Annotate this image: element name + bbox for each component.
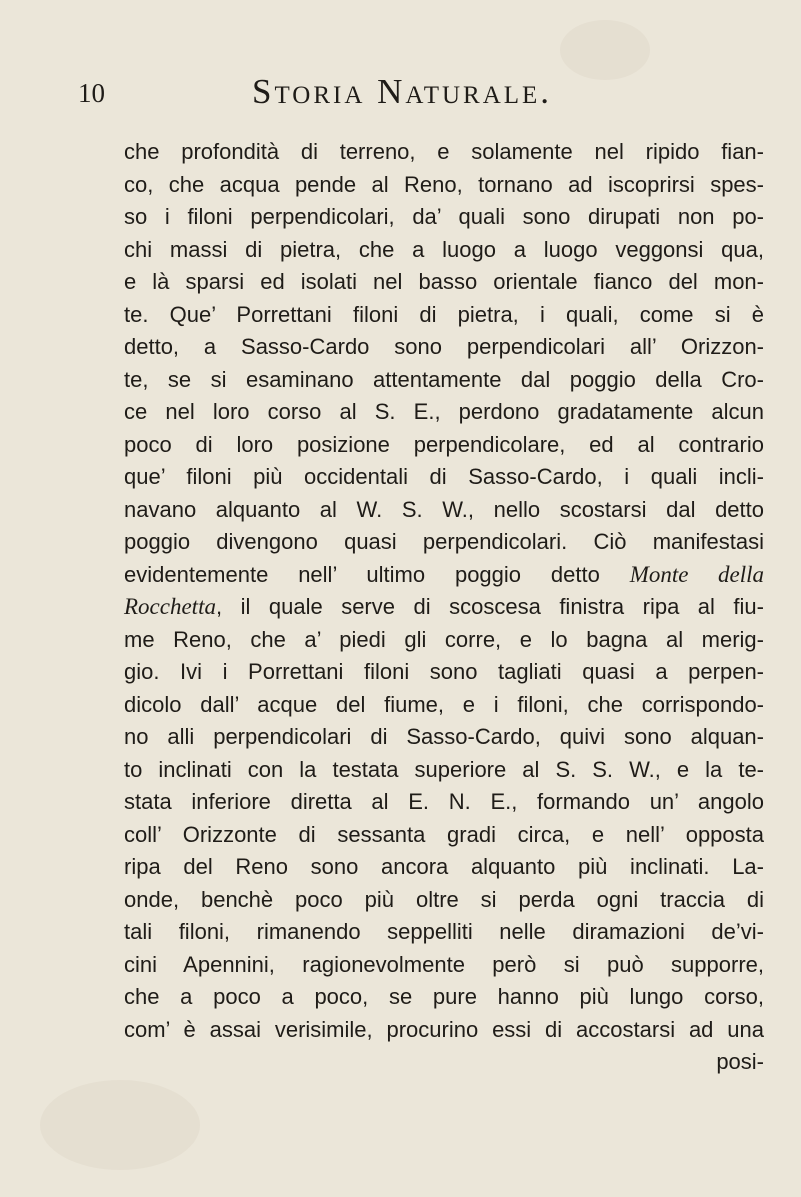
text-line: evidentemente nell’ ultimo poggio detto Monte della	[124, 561, 764, 587]
text-line: com’ è assai verisimile, procurino essi di accostarsi ad una	[124, 1016, 764, 1042]
text-line: que’ filoni più occidentali di Sasso-Cardo, i quali incli-	[124, 464, 764, 489]
catchword: posi-	[716, 1049, 764, 1074]
text-line: so i filoni perpendicolari, da’ quali sono dirupati non po-	[124, 204, 764, 229]
text-line: to inclinati con la testata superiore al S. S. W., e la te-	[124, 756, 764, 782]
text-line: te. Que’ Porrettani filoni di pietra, i quali, come si è	[124, 301, 764, 327]
text-line: co, che acqua pende al Reno, tornano ad iscoprirsi spes-	[124, 171, 764, 197]
text-line: chi massi di pietra, che a luogo a luogo veggonsi qua,	[124, 236, 764, 262]
text-line: stata inferiore diretta al E. N. E., formando un’ angolo	[124, 789, 764, 814]
page-number: 10	[78, 78, 105, 108]
text-line: me Reno, che a’ piedi gli corre, e lo bagna al merig-	[124, 626, 764, 652]
paper-stain	[560, 20, 650, 80]
text-line: detto, a Sasso-Cardo sono perpendicolari all’ Orizzon-	[124, 334, 764, 359]
text-line: che profondità di terreno, e solamente nel ripido fian-	[124, 139, 764, 164]
text-line: ripa del Reno sono ancora alquanto più inclinati. La-	[124, 854, 764, 879]
text-line: poco di loro posizione perpendicolare, ed al contrario	[124, 431, 764, 457]
page-header	[0, 72, 801, 122]
text-line: coll’ Orizzonte di sessanta gradi circa, e nell’ opposta	[124, 821, 764, 847]
italic-place-name: Rocchetta	[124, 594, 216, 619]
text-line: Rocchetta, il quale serve di scoscesa finistra ripa al fiu-	[124, 594, 764, 619]
text-line: onde, benchè poco più oltre si perda ogni traccia di	[124, 886, 764, 912]
text-line: navano alquanto al W. S. W., nello scostarsi dal detto	[124, 496, 764, 522]
text-line: te, se si esaminano attentamente dal poggio della Cro-	[124, 366, 764, 392]
text-line: che a poco a poco, se pure hanno più lungo corso,	[124, 984, 764, 1009]
paper-stain	[40, 1080, 200, 1170]
running-title: Storia Naturale.	[252, 72, 553, 111]
text-line: dicolo dall’ acque del fiume, e i filoni, che corrispondo-	[124, 691, 764, 717]
text-line: tali filoni, rimanendo seppelliti nelle diramazioni de’vi-	[124, 919, 764, 944]
text-line: poggio divengono quasi perpendicolari. Ciò manifestasi	[124, 529, 764, 554]
text-line: cini Apennini, ragionevolmente però si può supporre,	[124, 951, 764, 977]
text-line: gio. Ivi i Porrettani filoni sono tagliati quasi a perpen-	[124, 659, 764, 684]
body-text	[124, 136, 764, 1079]
text-line: e là sparsi ed isolati nel basso orientale fianco del mon-	[124, 269, 764, 294]
text-line: ce nel loro corso al S. E., perdono gradatamente alcun	[124, 399, 764, 424]
text-line: no alli perpendicolari di Sasso-Cardo, quivi sono alquan-	[124, 724, 764, 749]
italic-place-name: Monte della	[629, 561, 764, 587]
